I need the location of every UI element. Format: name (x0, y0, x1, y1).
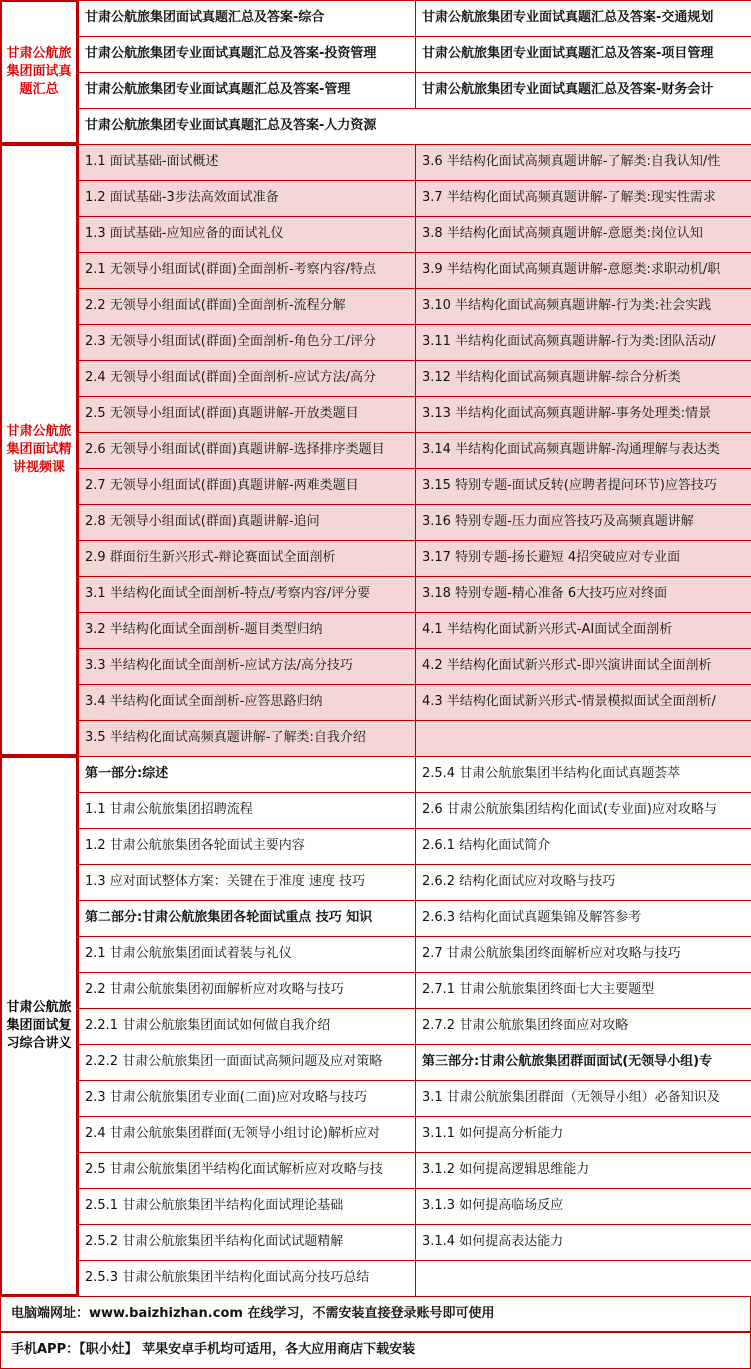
video-lesson-item[interactable]: 3.6 半结构化面试高频真题讲解-了解类:自我认知/性 (415, 144, 751, 181)
handout-item[interactable]: 2.6.1 结构化面试简介 (415, 828, 751, 865)
part-heading: 第二部分:甘肃公航旅集团各轮面试重点 技巧 知识 (78, 900, 416, 937)
video-lesson-item[interactable]: 3.14 半结构化面试高频真题讲解-沟通理解与表达类 (415, 432, 751, 469)
video-lesson-item[interactable]: 3.15 特别专题-面试反转(应聘者提问环节)应答技巧 (415, 468, 751, 505)
video-lesson-item[interactable]: 3.2 半结构化面试全面剖析-题目类型归纳 (78, 612, 416, 649)
video-lesson-item[interactable]: 3.5 半结构化面试高频真题讲解-了解类:自我介绍 (78, 720, 416, 757)
handout-item[interactable]: 2.1 甘肃公航旅集团面试着装与礼仪 (78, 936, 416, 973)
part-heading: 第三部分:甘肃公航旅集团群面面试(无领导小组)专 (415, 1044, 751, 1081)
video-lesson-item[interactable]: 4.2 半结构化面试新兴形式-即兴演讲面试全面剖析 (415, 648, 751, 685)
section-question-bank (0, 0, 751, 144)
empty-cell (415, 720, 751, 757)
handout-item[interactable]: 3.1.3 如何提高临场反应 (415, 1188, 751, 1225)
video-lesson-item[interactable]: 2.8 无领导小组面试(群面)真题讲解-追问 (78, 504, 416, 541)
video-lesson-item[interactable]: 2.3 无领导小组面试(群面)全面剖析-角色分工/评分 (78, 324, 416, 361)
question-bank-link[interactable]: 甘肃公航旅集团专业面试真题汇总及答案-项目管理 (415, 36, 751, 73)
handout-item[interactable]: 2.4 甘肃公航旅集团群面(无领导小组讨论)解析应对 (78, 1116, 416, 1153)
handout-item[interactable]: 1.1 甘肃公航旅集团招聘流程 (78, 792, 416, 829)
category-question-bank: 甘肃公航旅集团面试真题汇总 (0, 0, 78, 144)
question-bank-link[interactable]: 甘肃公航旅集团专业面试真题汇总及答案-交通规划 (415, 0, 751, 37)
section-video-course (0, 144, 751, 756)
video-lesson-item[interactable]: 1.2 面试基础-3步法高效面试准备 (78, 180, 416, 217)
video-lesson-item[interactable]: 3.16 特别专题-压力面应答技巧及高频真题讲解 (415, 504, 751, 541)
video-lesson-item[interactable]: 1.1 面试基础-面试概述 (78, 144, 416, 181)
video-lesson-item[interactable]: 3.12 半结构化面试高频真题讲解-综合分析类 (415, 360, 751, 397)
handout-item[interactable]: 2.5.2 甘肃公航旅集团半结构化面试试题精解 (78, 1224, 416, 1261)
video-lesson-item[interactable]: 3.8 半结构化面试高频真题讲解-意愿类:岗位认知 (415, 216, 751, 253)
video-lesson-item[interactable]: 2.1 无领导小组面试(群面)全面剖析-考察内容/特点 (78, 252, 416, 289)
video-lesson-item[interactable]: 3.1 半结构化面试全面剖析-特点/考察内容/评分要 (78, 576, 416, 613)
video-lesson-item[interactable]: 3.10 半结构化面试高频真题讲解-行为类:社会实践 (415, 288, 751, 325)
video-lesson-item[interactable]: 4.1 半结构化面试新兴形式-AI面试全面剖析 (415, 612, 751, 649)
app-info: 手机APP：【职小灶】 苹果安卓手机均可适用，各大应用商店下载安装 (0, 1332, 751, 1369)
video-lesson-item[interactable]: 2.4 无领导小组面试(群面)全面剖析-应试方法/高分 (78, 360, 416, 397)
part-heading: 第一部分:综述 (78, 756, 416, 793)
question-bank-link[interactable]: 甘肃公航旅集团专业面试真题汇总及答案-管理 (78, 72, 416, 109)
handout-item[interactable]: 2.5 甘肃公航旅集团半结构化面试解析应对攻略与技 (78, 1152, 416, 1189)
video-lesson-item[interactable]: 3.11 半结构化面试高频真题讲解-行为类:团队活动/ (415, 324, 751, 361)
question-bank-link[interactable]: 甘肃公航旅集团专业面试真题汇总及答案-投资管理 (78, 36, 416, 73)
handout-item[interactable]: 2.2.2 甘肃公航旅集团一面面试高频问题及应对策略 (78, 1044, 416, 1081)
video-lesson-item[interactable]: 2.7 无领导小组面试(群面)真题讲解-两难类题目 (78, 468, 416, 505)
handout-item[interactable]: 3.1.4 如何提高表达能力 (415, 1224, 751, 1261)
handout-item[interactable]: 2.6 甘肃公航旅集团结构化面试(专业面)应对攻略与 (415, 792, 751, 829)
handout-item[interactable]: 2.5.3 甘肃公航旅集团半结构化面试高分技巧总结 (78, 1260, 416, 1297)
handout-item[interactable]: 2.2 甘肃公航旅集团初面解析应对攻略与技巧 (78, 972, 416, 1009)
video-lesson-item[interactable]: 2.2 无领导小组面试(群面)全面剖析-流程分解 (78, 288, 416, 325)
category-video-course: 甘肃公航旅集团面试精讲视频课 (0, 144, 78, 756)
question-bank-link[interactable]: 甘肃公航旅集团专业面试真题汇总及答案-人力资源 (78, 108, 751, 145)
handout-item[interactable]: 3.1.1 如何提高分析能力 (415, 1116, 751, 1153)
handout-item[interactable]: 2.2.1 甘肃公航旅集团面试如何做自我介绍 (78, 1008, 416, 1045)
handout-item[interactable]: 1.3 应对面试整体方案：关键在于准度 速度 技巧 (78, 864, 416, 901)
handout-item[interactable]: 3.1.2 如何提高逻辑思维能力 (415, 1152, 751, 1189)
handout-item[interactable]: 2.7.2 甘肃公航旅集团终面应对攻略 (415, 1008, 751, 1045)
handout-item[interactable]: 2.6.3 结构化面试真题集锦及解答参考 (415, 900, 751, 937)
question-bank-link[interactable]: 甘肃公航旅集团面试真题汇总及答案-综合 (78, 0, 416, 37)
video-lesson-item[interactable]: 3.3 半结构化面试全面剖析-应试方法/高分技巧 (78, 648, 416, 685)
video-lesson-item[interactable]: 3.13 半结构化面试高频真题讲解-事务处理类:情景 (415, 396, 751, 433)
handout-item[interactable]: 2.6.2 结构化面试应对攻略与技巧 (415, 864, 751, 901)
handout-item[interactable]: 2.3 甘肃公航旅集团专业面(二面)应对攻略与技巧 (78, 1080, 416, 1117)
handout-item[interactable]: 1.2 甘肃公航旅集团各轮面试主要内容 (78, 828, 416, 865)
question-bank-link[interactable]: 甘肃公航旅集团专业面试真题汇总及答案-财务会计 (415, 72, 751, 109)
video-lesson-item[interactable]: 2.6 无领导小组面试(群面)真题讲解-选择排序类题目 (78, 432, 416, 469)
video-lesson-item[interactable]: 3.9 半结构化面试高频真题讲解-意愿类:求职动机/职 (415, 252, 751, 289)
category-review-handout: 甘肃公航旅集团面试复习综合讲义 (0, 756, 78, 1296)
website-info: 电脑端网址：www.baizhizhan.com 在线学习，不需安装直接登录账号即可使用 (0, 1296, 751, 1332)
handout-item[interactable]: 2.7.1 甘肃公航旅集团终面七大主要题型 (415, 972, 751, 1009)
handout-item[interactable]: 2.7 甘肃公航旅集团终面解析应对攻略与技巧 (415, 936, 751, 973)
handout-item[interactable]: 2.5.4 甘肃公航旅集团半结构化面试真题荟萃 (415, 756, 751, 793)
video-lesson-item[interactable]: 3.4 半结构化面试全面剖析-应答思路归纳 (78, 684, 416, 721)
video-lesson-item[interactable]: 3.18 特别专题-精心准备 6大技巧应对终面 (415, 576, 751, 613)
handout-item[interactable]: 2.5.1 甘肃公航旅集团半结构化面试理论基础 (78, 1188, 416, 1225)
video-lesson-item[interactable]: 3.7 半结构化面试高频真题讲解-了解类:现实性需求 (415, 180, 751, 217)
video-lesson-item[interactable]: 2.9 群面衍生新兴形式-辩论赛面试全面剖析 (78, 540, 416, 577)
handout-item[interactable]: 3.1 甘肃公航旅集团群面（无领导小组）必备知识及 (415, 1080, 751, 1117)
section-review-handout (0, 756, 751, 1296)
video-lesson-item[interactable]: 3.17 特别专题-扬长避短 4招突破应对专业面 (415, 540, 751, 577)
video-lesson-item[interactable]: 1.3 面试基础-应知应备的面试礼仪 (78, 216, 416, 253)
video-lesson-item[interactable]: 4.3 半结构化面试新兴形式-情景模拟面试全面剖析/ (415, 684, 751, 721)
video-lesson-item[interactable]: 2.5 无领导小组面试(群面)真题讲解-开放类题目 (78, 396, 416, 433)
